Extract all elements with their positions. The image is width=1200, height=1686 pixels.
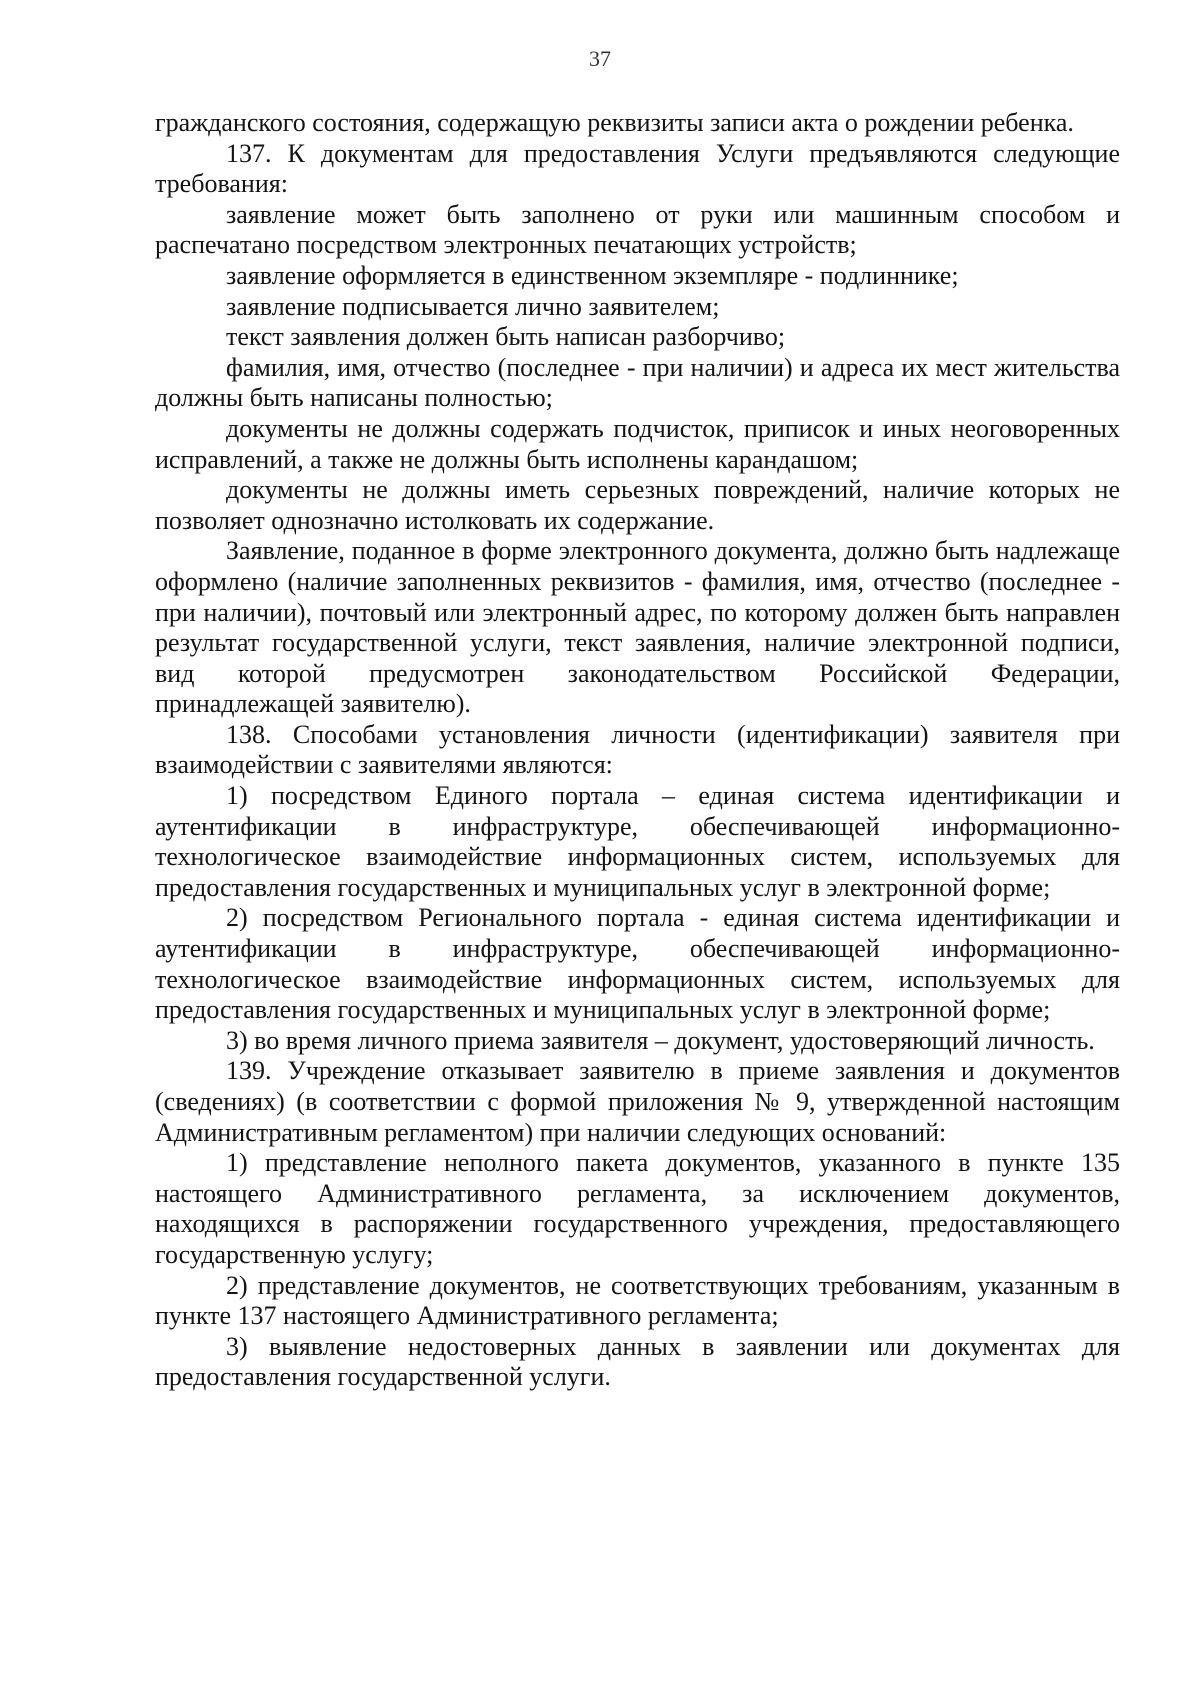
paragraph: фамилия, имя, отчество (последнее - при наличии) и адреса их мест жительства должны быть написаны полностью; [155,352,1120,413]
paragraph: гражданского состояния, содержащую реквизиты записи акта о рождении ребенка. [155,108,1074,137]
paragraph-item-139: 139. Учреждение отказывает заявителю в приеме заявления и документов (сведениях) (в соответствии с формой приложения № 9, утвержденной настоящим Административным регламентом) при наличии следующих оснований: [155,1056,1120,1147]
paragraph: заявление оформляется в единственном экземпляре - подлиннике; [226,260,959,290]
paragraph: 2) посредством Регионального портала - единая система идентификации и аутентификации в инфраструктуре, обеспечивающей информационно-технологическое взаимодействие информационных систем, используемых для предоставления государственных и муниципальных услуг в электронной форме; [155,903,1120,1025]
document-body [155,108,1120,1393]
paragraph: документы не должны содержать подчисток, приписок и иных неоговоренных исправлений, а также не должны быть исполнены карандашом; [155,413,1120,474]
paragraph-item-137: 137. К документам для предоставления Услуги предъявляются следующие требования: [155,138,1120,199]
paragraph: Заявление, поданное в форме электронного документа, должно быть надлежаще оформлено (наличие заполненных реквизитов - фамилия, имя, отчество (последнее - при наличии), почтовый или электронный адрес, по которому должен быть направлен результат государственной услуги, текст заявления, наличие электронной подписи, вид которой предусмотрен законодательством Российской Федерации, принадлежащей заявителю). [155,536,1120,719]
paragraph: 3) во время личного приема заявителя – документ, удостоверяющий личность. [226,1025,1095,1055]
paragraph: 1) посредством Единого портала – единая система идентификации и аутентификации в инфраструктуре, обеспечивающей информационно-технологическое взаимодействие информационных систем, используемых для предоставления государственных и муниципальных услуг в электронной форме; [155,781,1120,902]
paragraph: 1) представление неполного пакета документов, указанного в пункте 135 настоящего Административного регламента, за исключением документов, находящихся в распоряжении государственного учреждения, предоставляющего государственную услугу; [155,1148,1120,1269]
page-number: 37 [589,46,611,71]
paragraph: документы не должны иметь серьезных повреждений, наличие которых не позволяет однозначно истолковать их содержание. [155,475,1120,535]
paragraph: заявление может быть заполнено от руки или машинным способом и распечатано посредством электронных печатающих устройств; [155,199,1120,260]
paragraph: 3) выявление недостоверных данных в заявлении или документах для предоставления государственной услуги. [155,1331,1120,1392]
paragraph: 2) представление документов, не соответствующих требованиям, указанным в пункте 137 настоящего Административного регламента; [155,1270,1120,1331]
paragraph-item-138: 138. Способами установления личности (идентификации) заявителя при взаимодействии с заявителями являются: [155,719,1120,780]
paragraph: заявление подписывается лично заявителем; [226,291,720,321]
paragraph: текст заявления должен быть написан разборчиво; [226,322,786,352]
